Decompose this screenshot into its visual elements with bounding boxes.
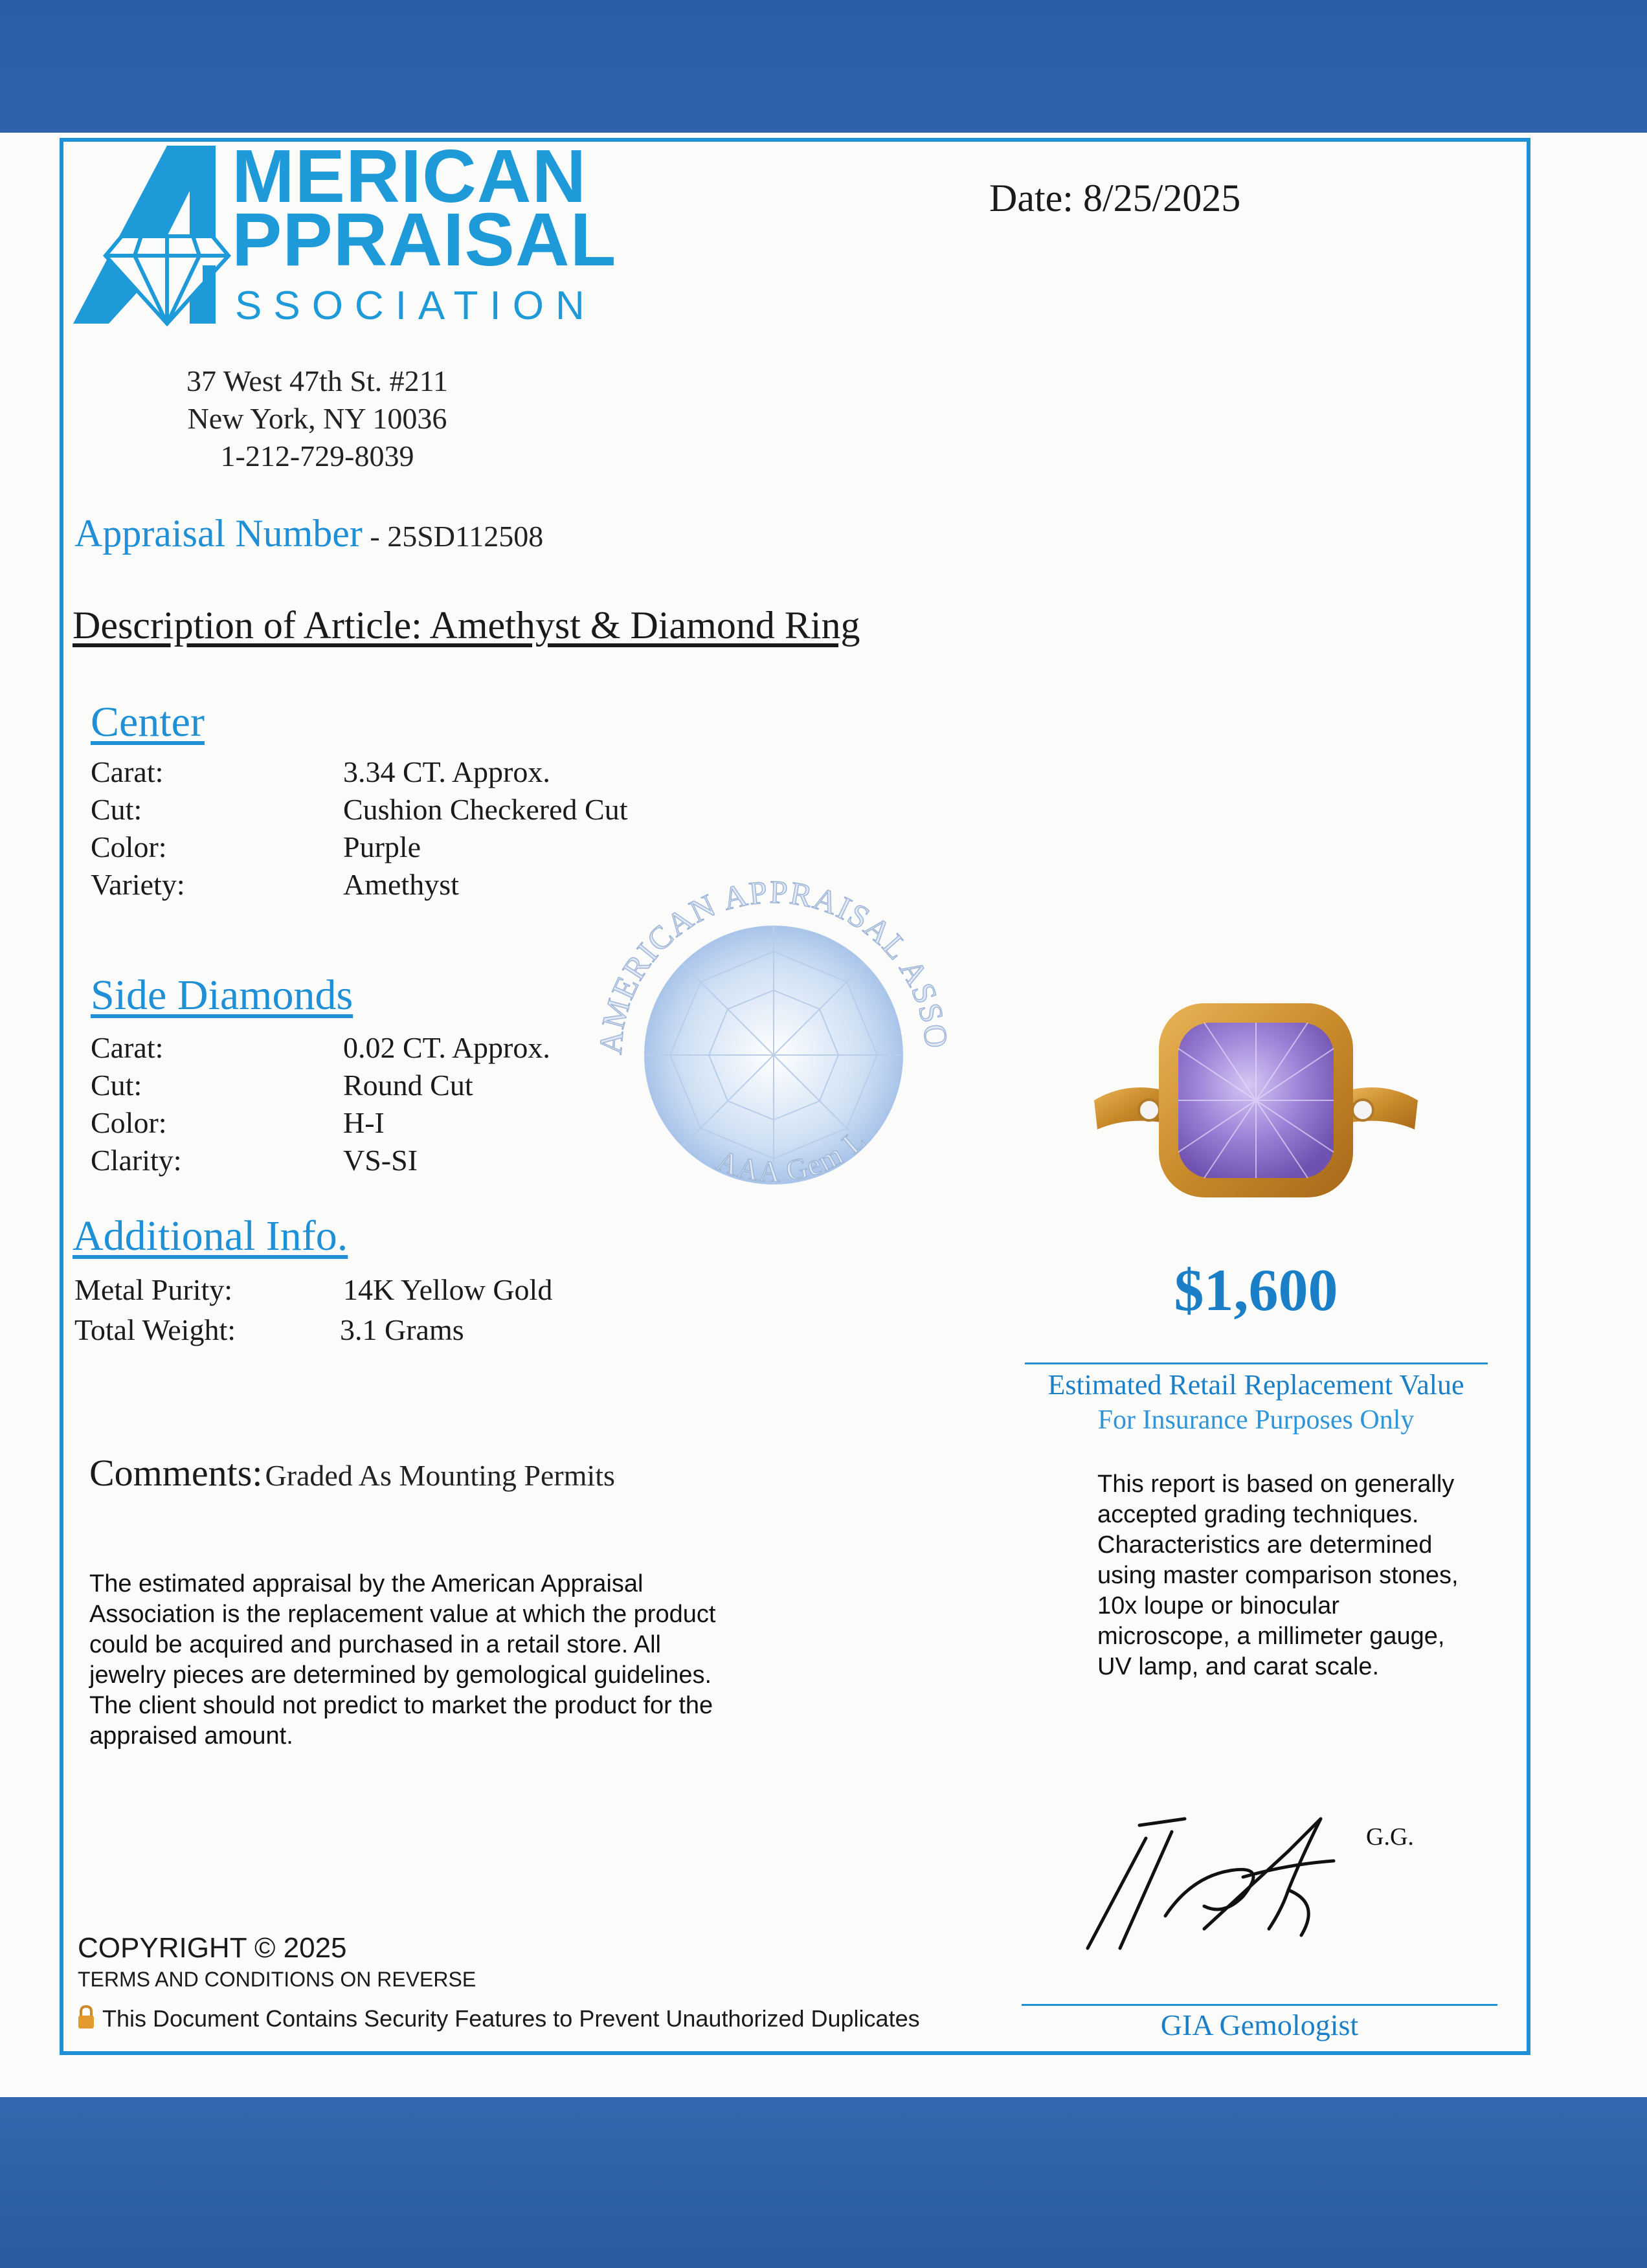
gemologist-signature	[1075, 1799, 1463, 1968]
amethyst-ring-image	[1088, 984, 1424, 1223]
ring-photo	[1088, 984, 1424, 1223]
date	[989, 176, 1240, 221]
article-description: Description of Article: Amethyst & Diamond Ring	[73, 604, 860, 647]
side-row-carat	[91, 1029, 550, 1067]
additional-info-heading: Additional Info.	[73, 1212, 348, 1260]
side-label: Carat:	[91, 1031, 164, 1064]
address-city: New York, NY 10036	[187, 402, 447, 435]
center-value: Purple	[343, 830, 421, 863]
address-block	[142, 362, 492, 475]
comments	[89, 1451, 615, 1495]
center-row-cut	[91, 791, 628, 828]
center-row-variety	[91, 866, 628, 904]
side-value: VS-SI	[343, 1144, 418, 1177]
side-value: Round Cut	[343, 1069, 473, 1102]
center-label: Carat:	[91, 755, 164, 788]
address-street: 37 West 47th St. #211	[186, 364, 448, 397]
bottom-scan-band	[0, 2097, 1647, 2268]
center-label: Cut:	[91, 793, 142, 826]
valuation-line-1: Estimated Retail Replacement Value	[1048, 1369, 1464, 1401]
logo-line-1: MERICAN	[232, 134, 587, 218]
top-scan-band	[0, 0, 1647, 136]
center-label: Variety:	[91, 868, 185, 901]
valuation-disclaimer: The estimated appraisal by the American Appraisal Association is the replacement value at which the product could be acquired and purchased in a retail store. All jewelry pieces are determined by gemological guidelines. The client should not predict to market the product for the appraised amount.	[89, 1570, 716, 1750]
side-value: H-I	[343, 1106, 385, 1139]
side-diamonds-table	[91, 1029, 550, 1179]
side-label: Cut:	[91, 1069, 142, 1102]
additional-row-metal	[74, 1270, 552, 1310]
appraisal-number-value: 25SD112508	[387, 520, 544, 553]
seal-lab-text: AAA Gem L	[712, 1122, 873, 1188]
logo-line-2: PPRAISAL	[232, 197, 617, 282]
center-value: Cushion Checkered Cut	[343, 793, 628, 826]
center-label: Color:	[91, 830, 167, 863]
copyright: COPYRIGHT © 2025	[78, 1932, 347, 1964]
seal-ring-text: AMERICAN APPRAISAL ASSO	[592, 873, 956, 1056]
valuation-line-2: For Insurance Purposes Only	[1097, 1405, 1415, 1435]
center-heading: Center	[91, 698, 205, 746]
association-seal	[586, 867, 961, 1243]
association-logo	[70, 134, 617, 328]
address-phone: 1-212-729-8039	[220, 439, 414, 472]
signature-title: GIA Gemologist	[1160, 2008, 1359, 2041]
additional-label: Metal Purity:	[74, 1273, 233, 1306]
security-note	[76, 2005, 920, 2036]
side-row-clarity	[91, 1142, 550, 1179]
lock-icon	[76, 2005, 96, 2036]
diamond-logo-icon	[70, 139, 232, 327]
terms-note: TERMS AND CONDITIONS ON REVERSE	[78, 1968, 476, 1991]
side-label: Clarity:	[91, 1144, 182, 1177]
center-value: Amethyst	[343, 868, 459, 901]
side-row-color	[91, 1104, 550, 1142]
signature-suffix: G.G.	[1366, 1823, 1414, 1851]
side-label: Color:	[91, 1106, 167, 1139]
center-row-color	[91, 828, 628, 866]
appraised-value: $1,600	[1174, 1257, 1338, 1323]
center-value: 3.34 CT. Approx.	[343, 755, 550, 788]
valuation-rule	[1025, 1362, 1488, 1364]
center-row-carat	[91, 753, 628, 791]
logo-line-3: SSOCIATION	[235, 284, 596, 328]
date-label: Date:	[989, 177, 1073, 219]
date-value: 8/25/2025	[1082, 177, 1241, 219]
comments-value: Graded As Mounting Permits	[265, 1459, 615, 1492]
signature-rule	[1022, 2004, 1497, 2006]
seal-icon	[586, 867, 961, 1243]
appraisal-number	[74, 511, 543, 556]
additional-label: Total Weight:	[74, 1313, 236, 1346]
comments-label: Comments:	[89, 1452, 263, 1494]
security-text: This Document Contains Security Features to Prevent Unauthorized Duplicates	[102, 2005, 920, 2032]
additional-value: 3.1 Grams	[340, 1313, 464, 1346]
signature-image	[1075, 1799, 1463, 1968]
side-diamonds-heading: Side Diamonds	[91, 972, 353, 1019]
additional-info-table	[74, 1270, 552, 1350]
grading-disclaimer: This report is based on generally accepted grading techniques. Characteristics are determined using master comparison stones, 10x loupe or binocular microscope, a millimeter gauge, UV lamp, and carat scale.	[1097, 1471, 1459, 1680]
valuation-note	[1010, 1367, 1502, 1438]
additional-row-weight	[74, 1310, 552, 1350]
appraisal-number-separator: -	[362, 520, 388, 553]
appraisal-number-label: Appraisal Number	[74, 512, 363, 555]
side-row-cut	[91, 1067, 550, 1104]
additional-value: 14K Yellow Gold	[343, 1273, 553, 1306]
side-value: 0.02 CT. Approx.	[343, 1031, 550, 1064]
center-table	[91, 753, 628, 904]
